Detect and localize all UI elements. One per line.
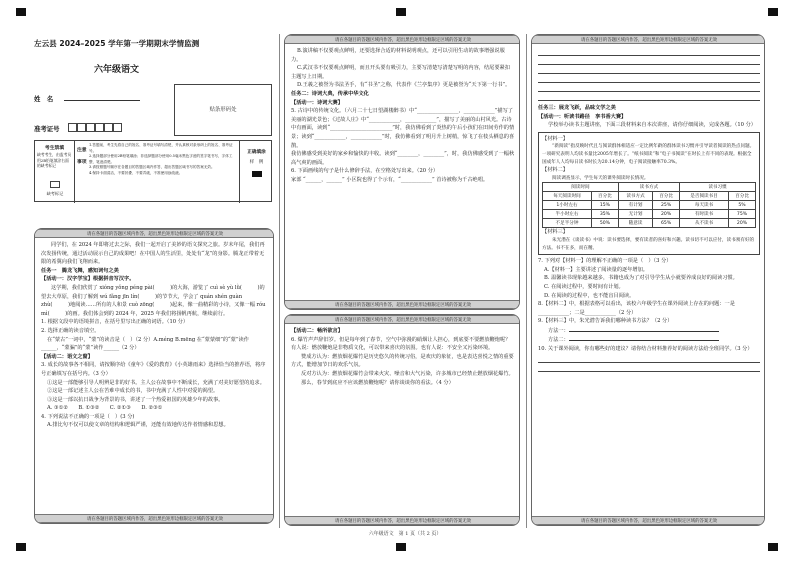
- name-label: 姓 名: [34, 95, 54, 103]
- reading-survey-table: [542, 182, 756, 228]
- material-2-title: 【材料二】: [542, 167, 568, 174]
- table-cell: 半小时左右: [543, 210, 592, 219]
- table-cell: 每天读书: [680, 201, 729, 210]
- registration-mark-bottom-left: [16, 543, 26, 551]
- answer-line[interactable]: [538, 56, 760, 65]
- table-cell: 5%: [729, 201, 756, 210]
- table-cell: 不足半分钟: [543, 219, 592, 228]
- table-subheader-row: [543, 192, 756, 201]
- attention-item: 4.保持卡面清洁，不要折叠、不要弄破，不准使用涂改液。: [89, 170, 183, 175]
- absent-checkbox[interactable]: [50, 181, 60, 188]
- question-2: 2. 选择正确的读音填空。: [41, 327, 100, 334]
- table-header: 读书方式: [618, 183, 679, 192]
- method-2-field[interactable]: [538, 335, 760, 345]
- pinyin-passage: 这学期，我们欣赏了 xióng yǒng péng pài( )的大海，游览了 cuì sè yù lǜ( )的望去大草原，我们了解到 wú fǎng jīn lín( )的节节大，学会了 quán shén guàn zhù( )地阅读……所有的人和景 cuò zōng( )起来，像一曲精彩的小诗，又像一幅 róu mì( )的画。我们体会到的 2024 年，2025 年我们将扬帆再航，继续前行。: [41, 284, 266, 317]
- task-1-title: 任务一 腾龙飞舞，感知词句之美: [41, 267, 119, 274]
- question-2-text: 在“蒙古”一词中，“蒙”的读音是（ ）（2 分）A.méng B.mēng 在“蒙蒙细”的“蒙”读作______，“蒙骗”的“蒙”读作______（2 分）: [41, 336, 249, 352]
- con-argument: 反对方认为：燃放烟花爆竹会带来火灾、噪音和大气污染，许多城市已经禁止燃放烟花爆竹。: [301, 370, 514, 377]
- answer-line[interactable]: [538, 83, 760, 92]
- panel-bottom-band: 请在各题目的答题区域内作答，超出黑色矩形边框限定区域的答案无效: [532, 516, 765, 525]
- panel-top-band: 请在各题目的答题区域内作答，超出黑色矩形边框限定区域的答案无效: [532, 35, 765, 44]
- table-row: [543, 201, 756, 210]
- question-7-option[interactable]: B. 温馨读书现象越来越多，书籍也成为了对引导学生从小就要养成良好的阅读习惯。: [544, 275, 738, 282]
- notice-text: 缺考考生，由监考员用2B铅笔填涂右面的缺考标记: [37, 152, 72, 169]
- registration-mark-bottom-center: [396, 543, 406, 551]
- material-box: [538, 132, 760, 255]
- fill-sample-mark: [252, 171, 262, 177]
- table-cell: 随意读: [618, 219, 652, 228]
- table-cell: 15%: [591, 201, 618, 210]
- question-3-item: ①这是一部能够引导人明辨是非的好书。主人公在故事中不断成长，充满了对美好愿望的追求。: [47, 379, 265, 386]
- answer-panel-2: [284, 34, 520, 310]
- table-cell: 25%: [653, 201, 680, 210]
- method-1-label: 方法一：: [548, 327, 569, 334]
- method-2-blank: [569, 335, 719, 341]
- question-1: 1. 根据文段中的语境拼音，在括号里写出正确的词语。（10 分）: [41, 319, 189, 326]
- attention-list: [89, 143, 237, 176]
- question-9: 9.【材料三】中，朱光潜告诉我们哪种读书方法？（2 分）: [538, 318, 673, 325]
- reading-question: 6. 下面画线的句子是什么修辞手法，在空格处写出来。（20 分）: [291, 168, 439, 175]
- question-6-fill: 家部 “______，______” 小区院也得了个示有，“____________” 首诗被称为千古绝唱。: [291, 176, 489, 183]
- name-field[interactable]: [34, 86, 162, 103]
- answer-panel-4: [531, 34, 765, 526]
- activity-title: 【活动一：诗词大赛】: [291, 99, 343, 106]
- question-4-option-d[interactable]: D.王羲之被誉为书法圣手，有“书圣”之称，代表作《兰亭集序》更是被誉为“天下第一行书”。: [297, 82, 511, 89]
- registration-mark-top-center: [396, 8, 406, 16]
- table-cell: 无计划: [618, 210, 652, 219]
- table-header: 百分比: [591, 192, 618, 201]
- table-cell: 50%: [591, 219, 618, 228]
- question-3-item: ③这是一部以抗日战争为背景的书，讲述了一个热爱祖国的英雄少年的故事。: [47, 396, 224, 403]
- panel-top-band: 请在各题目的答题区域内作答，超出黑色矩形边框限定区域的答案无效: [285, 35, 520, 44]
- table-cell: 65%: [653, 219, 680, 228]
- table-cell: 20%: [653, 210, 680, 219]
- table-header: 是否阅读书目: [680, 192, 729, 201]
- question-8: 8.【材料二】中，根据表格可以看出，该校六年级学生在课外阅读上存在的问题：一是____________；二是____________（2 分）: [538, 301, 735, 316]
- name-blank: [64, 95, 140, 101]
- registration-mark-top-left: [16, 8, 26, 16]
- activity-1-title: 【活动一：听读书路径 享书香大赛】: [538, 113, 627, 120]
- answer-line[interactable]: [538, 65, 760, 74]
- panel-top-band: 请在各题目的答题区域内作答，超出黑色矩形边框限定区域的答案无效: [285, 315, 520, 324]
- table-row: [543, 219, 756, 228]
- material-1-title: 【材料一】: [542, 135, 568, 142]
- question-3-item: ②这是一部记述主人公在苦难中成长的书，书中充满了人性中对爱的渴望。: [47, 388, 219, 395]
- exam-number-field[interactable]: [34, 116, 172, 133]
- question-6-passage: 6. 爆竹声声辞旧岁。但是每年到了春节，空气中弥漫的硝烟让人担心，到底要不要燃放鞭炮呢？有人说：燃放鞭炮是非物质文化，可以带来喜庆的氛围。也有人说：不安全又污染环境。: [291, 336, 511, 352]
- method-2-label: 方法二：: [548, 337, 569, 344]
- table-header: 读书习惯: [680, 183, 756, 192]
- question-4-option-b[interactable]: B.演讲稿不仅要观点鲜明，还要选择合适的材料说明观点，还可以引用生动的故事增强说服力。: [291, 48, 505, 63]
- exam-number-boxes: [68, 117, 122, 136]
- table-header: 每天阅读时间: [543, 192, 592, 201]
- subject-title: 六年级语文: [94, 65, 140, 75]
- method-1-blank: [569, 326, 719, 332]
- fill-sample-label: 正确填涂: [247, 150, 266, 155]
- panel-bottom-band: 请在各题目的答题区域内作答，超出黑色矩形边框限定区域的答案无效: [35, 514, 274, 523]
- question-7: 7. 下列对【材料一】的理解不正确的一项是（ ）（3 分）: [538, 258, 672, 265]
- notice-title: 考生禁填: [44, 146, 65, 151]
- answer-panel-1: [34, 228, 274, 524]
- table-cell: 1小时左右: [543, 201, 592, 210]
- table-row: [543, 210, 756, 219]
- question-10: 10. 关于课外阅读，你有哪些好的建议？请你结合材料推荐好的阅读方法给全班同学。（3 分）: [538, 346, 753, 353]
- attention-item: 2.选择题部分使用2B铅笔填涂；非选择题部分使用0.5毫米黑色字迹的签字笔书写，字体工整、笔迹清楚。: [89, 154, 233, 164]
- page-footer: 六年级语文 第 1 页（共 2 页）: [368, 531, 442, 537]
- column-divider: [279, 34, 280, 528]
- attention-item: 3.请按照题号顺序在各题目的答题区域内作答，超出答题区域书写的答案无效。: [89, 165, 215, 169]
- activity-1-title: 【活动一：汉字学宝】根据拼音写汉字。: [41, 276, 135, 283]
- absent-section: [35, 141, 75, 203]
- task-2-title: 任务二：诗词大典，传承中华文化: [291, 90, 369, 97]
- answer-line[interactable]: [538, 92, 760, 101]
- question-3: 3. 成长的故事各不相同，请按顺序给《童年》《爱的教育》《小英雄雨来》选择恰当的推荐语，将序号正确填写在括号内。（3 分）: [41, 362, 266, 377]
- answer-panel-3: [284, 314, 520, 526]
- table-cell: 有时读书: [680, 210, 729, 219]
- answer-line[interactable]: [538, 74, 760, 83]
- fill-sample: [239, 141, 273, 203]
- barcode-label: 贴条形码处: [209, 107, 237, 113]
- exam-number-label: 准考证号: [34, 125, 60, 133]
- table-header: 阅读时间: [543, 183, 619, 192]
- attention-label: 注意事项: [77, 148, 87, 165]
- exam-header: [34, 38, 272, 224]
- table-header-row: [543, 183, 756, 192]
- method-1-field[interactable]: [538, 326, 760, 336]
- task-3-title: 任务三：展龙飞跃，品味文学之美: [538, 105, 616, 111]
- activity-2-title: 【活动二：畅所欲言】: [291, 328, 343, 334]
- question-5: 5. 古诗中的传统文化。（六月二十七日望湖楼醉书）中“________________，____________”描写了美丽的湖光景色；《过故人庄》中“____________，____________”，描写了美丽的山村风光。古诗中有画面，读到“________________________”时，我仿佛看到了炎热的午后小孩们在田间劳作的情景；读到“____________，____________”时，我仿佛看到了明月升上树梢，惊飞了在枝头栖息的喜鹊。: [291, 108, 515, 149]
- table-header: 读书方式: [618, 192, 652, 201]
- answer-line[interactable]: [538, 363, 760, 372]
- table-cell: 20%: [729, 219, 756, 228]
- question-4-option-c[interactable]: C.武汉书不仅要观点鲜明，而且开头要有吸引力，主要写清楚写清楚写明的内容，结尾要紧扣主题写上日期。: [291, 65, 510, 80]
- intro-paragraph: 同学们，在 2024 年即将过去之际，我们一起开启了美妙的语文探究之旅。岁末年尾，我们再次发扬传统，通过活动展示自己的成果吧！在中国人的生活里，处处有“龙”的身影。腾龙正带着无限的希冀向我们飞翔而来。: [41, 242, 265, 266]
- question-4-option-a[interactable]: A.排比句不仅可以使文章的结构和逻辑严谨，还能有效地传达作者情感和思想。: [47, 422, 229, 429]
- column-1-content: [41, 241, 269, 430]
- absent-label: 缺考标记: [46, 191, 64, 196]
- reading-intro: 学校举办读书主题讲座，下面三段材料来自本次讲座，请你仔细阅读，完成各题。（10 分）: [548, 122, 756, 129]
- registration-mark-top-right: [768, 8, 778, 16]
- notice-box: [34, 140, 272, 202]
- panel-top-band: 请在各题目的答题区域内作答，超出黑色矩形边框限定区域的答案无效: [35, 229, 274, 238]
- question-prompt: 那么，春节到底应不应该燃放鞭炮呢？请你谈谈你的看法。（4 分）: [301, 379, 454, 386]
- panel-bottom-band: 请在各题目的答题区域内作答，超出黑色矩形边框限定区域的答案无效: [285, 516, 520, 525]
- table-header: 百分比: [729, 192, 756, 201]
- answer-line[interactable]: [538, 47, 760, 56]
- pro-argument: 赞成方认为：燃放烟花爆竹是历史悠久的传统习俗，是欢庆的象征，也是表达喜悦之情的重要方式，能增加节日的欢乐气氛。: [291, 353, 514, 369]
- question-3-options[interactable]: A. ③①② B. ①③② C. ②①③ D. ②③①: [47, 405, 163, 412]
- table-header: 百分比: [653, 192, 680, 201]
- column-divider: [526, 34, 527, 528]
- column-3-content: [538, 47, 760, 372]
- table-cell: 75%: [729, 210, 756, 219]
- material-3-title: 【材料三】: [542, 229, 568, 236]
- barcode-area: [174, 84, 272, 136]
- table-cell: 有计划: [618, 201, 652, 210]
- answer-line[interactable]: [538, 354, 760, 363]
- question-4: 4. 下列说法不正确的一项是（ ）(3 分): [41, 413, 135, 420]
- question-5-continued: 我仿佛感受到美好的家乡和愉快的丰收。读到“________，________”，时，我仿佛感受到了一幅秋高气爽的画面。: [291, 151, 515, 166]
- fill-sample-word: 样 例: [249, 160, 264, 165]
- school-title: 左云县 2024–2025 学年第一学期期末学情监测: [34, 39, 200, 48]
- column-2-lower-content: [291, 327, 515, 387]
- table-cell: 从不读书: [680, 219, 729, 228]
- attention-item: 1.答题前，考生先将自己的姓名、准考证号填写清楚，并认真核对条形码上的姓名、准考证号。: [89, 143, 233, 153]
- material-2-text: 阅读调查显示，学生每天的课外阅读时长情况。: [552, 175, 649, 181]
- material-1-text: “新阅读”指反映时代且与阅读群体相适应一定比例年龄的群体读书习惯并引导读者阅读的热点问题。一项研究表明人均读书量比2005年增长了。“纸书阅读”和“电子书阅读”在时长上有不同的表现。根据全国成年人人均每日读书时长为20.14分钟，电子阅读接触率70.3%。: [542, 144, 755, 165]
- question-7-option[interactable]: D. 在阅读的过程中，也不能盲目阅读。: [544, 292, 635, 299]
- column-2-upper-content: [291, 47, 515, 185]
- registration-mark-bottom-right: [768, 543, 778, 551]
- activity-2-title: 【活动二：语文之窗】: [41, 353, 93, 360]
- panel-bottom-band: 请在各题目的答题区域内作答，超出黑色矩形边框限定区域的答案无效: [285, 300, 520, 309]
- material-3-text: 朱光潜在《谈读书》中说：读书要选择，要有读者的喜好和兴趣。读书切不可以应付，读书须有好的方法。书不在多，而在精。: [542, 237, 755, 251]
- question-7-option[interactable]: A.【材料一】主要讲述了阅读量的逐年增加。: [544, 266, 648, 273]
- table-cell: 35%: [591, 210, 618, 219]
- question-7-option[interactable]: C. 在阅读过程中，要时间有计划。: [544, 283, 624, 290]
